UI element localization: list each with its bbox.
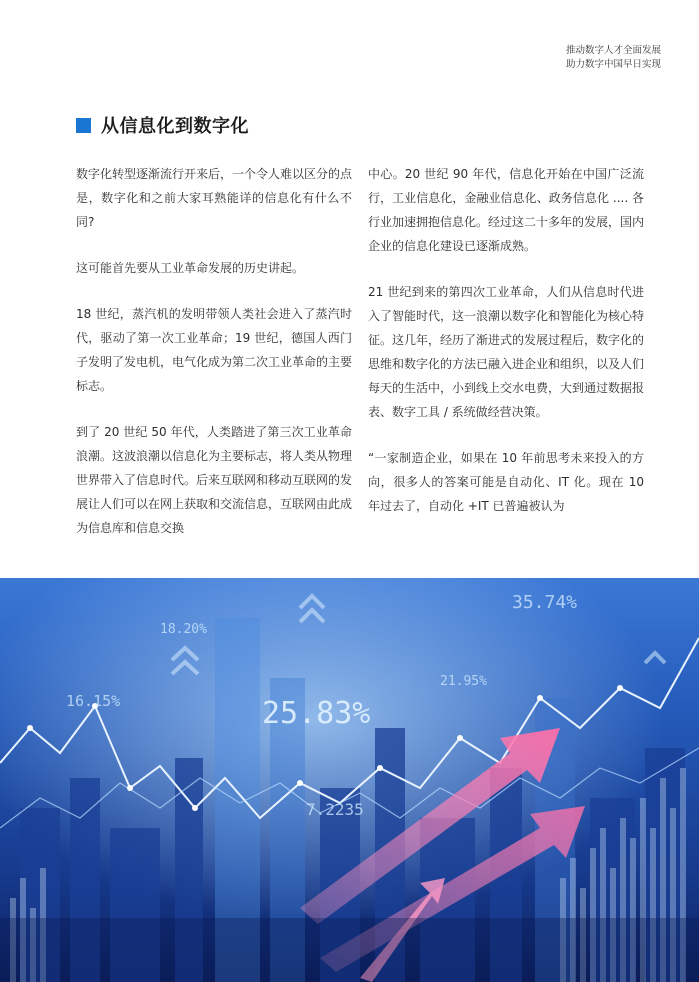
paragraph: 中心。20 世纪 90 年代，信息化开始在中国广泛流行，工业信息化，金融业信息化、政务信息化 .... 各行业加速拥抱信息化。经过这二十多年的发展，国内企业的信息化建设已逐渐成熟。 bbox=[368, 167, 645, 253]
left-column bbox=[76, 162, 352, 562]
hero-image bbox=[0, 578, 699, 982]
hero-label-big: 25.83% bbox=[262, 696, 371, 731]
tagline-line-1: 推动数字人才全面发展 bbox=[565, 45, 661, 56]
hero-label-mid-small: 7.2235 bbox=[306, 800, 364, 819]
title-marker-icon bbox=[76, 118, 91, 133]
paragraph: 这可能首先要从工业革命发展的历史讲起。 bbox=[76, 261, 305, 275]
hero-label-top-right: 35.74% bbox=[512, 592, 578, 613]
hero-label-left-top: 18.20% bbox=[160, 622, 207, 637]
paragraph: “一家制造企业，如果在 10 年前思考未来投入的方向，很多人的答案可能是自动化、IT 化。现在 10 年过去了，自动化 +IT 已普遍被认为 bbox=[368, 451, 644, 513]
header-tagline bbox=[566, 44, 661, 72]
hero-illustration bbox=[0, 578, 699, 982]
paragraph: 到了 20 世纪 50 年代，人类踏进了第三次工业革命浪潮。这波浪潮以信息化为主要标志，将人类从物理世界带入了信息时代。后来互联网和移动互联网的发展让人们可以在网上获取和交流信息，互联网由此成为信息库和信息交换 bbox=[76, 425, 353, 535]
hero-label-mid-right: 21.95% bbox=[440, 674, 487, 689]
section-title-row bbox=[76, 112, 249, 138]
paragraph: 18 世纪，蒸汽机的发明带领人类社会进入了蒸汽时代，驱动了第一次工业革命；19 世纪，德国人西门子发明了发电机，电气化成为第二次工业革命的主要标志。 bbox=[76, 307, 353, 393]
paragraph: 21 世纪到来的第四次工业革命，人们从信息时代进入了智能时代，这一浪潮以数字化和智能化为核心特征。这几年，经历了渐进式的发展过程后，数字化的思维和数字化的方法已融入进企业和组织，以及人们每天的生活中，小到线上交水电费，大到通过数据报表、数字工具 / 系统做经营决策。 bbox=[368, 285, 645, 419]
tagline-line-2: 助力数字中国早日实现 bbox=[565, 59, 661, 70]
hero-label-left-mid: 16.15% bbox=[66, 692, 121, 710]
paragraph: 数字化转型逐渐流行开来后，一个令人难以区分的点是，数字化和之前大家耳熟能详的信息化有什么不同? bbox=[76, 167, 353, 229]
section-title: 从信息化到数字化 bbox=[101, 116, 249, 137]
right-column bbox=[368, 162, 644, 540]
